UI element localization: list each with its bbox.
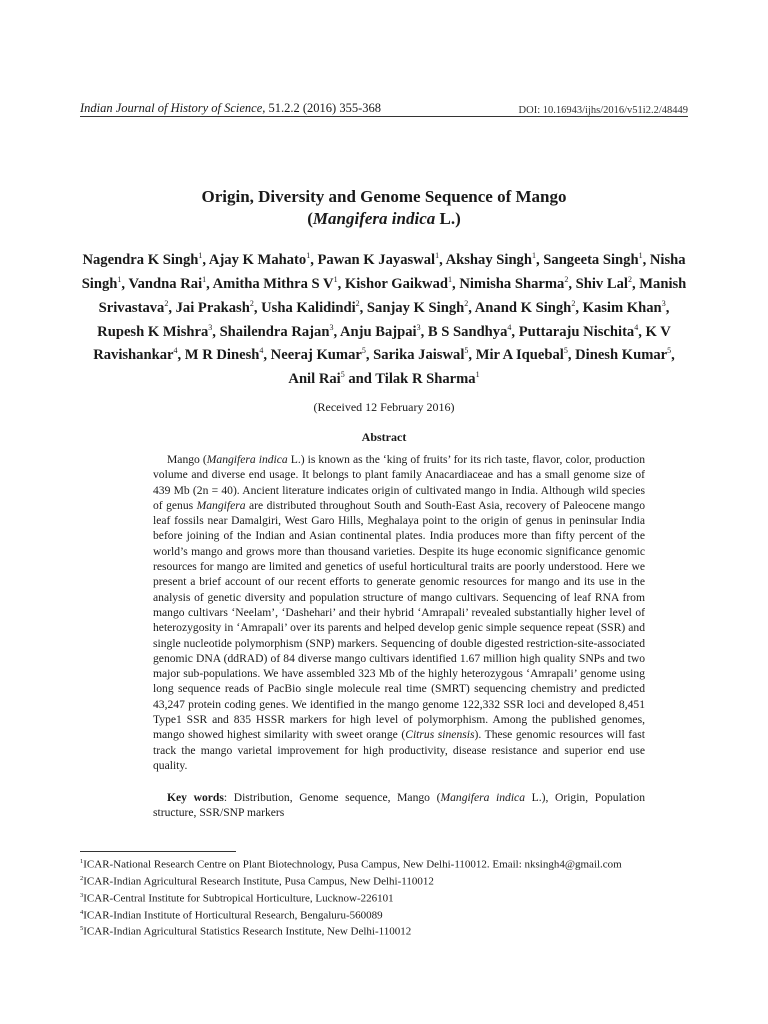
author-name: Vandna Rai [128, 275, 203, 292]
title-line-1: Origin, Diversity and Genome Sequence of Mango [201, 187, 567, 206]
author-name: Nagendra K Singh [82, 251, 199, 268]
affiliation-marker: 1 [448, 274, 453, 284]
keywords-label: Key words [167, 791, 224, 804]
footnote-text: ICAR-Central Institute for Subtropical Horticulture, Lucknow-226101 [83, 892, 394, 905]
species-name: Mangifera indica [312, 209, 436, 228]
author-name: Sangeeta Singh [543, 251, 639, 268]
author-name: Kasim Khan [582, 299, 662, 316]
volume-pages: 51.2.2 (2016) 355-368 [265, 101, 382, 115]
author-name: Jai Prakash [175, 299, 250, 316]
author-name: Manish Srivastava [98, 275, 687, 316]
author-name: Shiv Lal [575, 275, 628, 292]
footnote-divider [80, 851, 236, 852]
author-name: M R Dinesh [184, 347, 260, 364]
affiliation-marker: 2 [355, 298, 360, 308]
footnote-marker: 2 [80, 874, 84, 882]
author-name: Tilak R Sharma [375, 371, 476, 388]
footnote-item [80, 906, 708, 923]
author-name: Akshay Singh [445, 251, 532, 268]
author-list: Nagendra K Singh$^1$, Ajay K Mahato$^1$, Pawan K Jayaswal$^1$, Akshay Singh$^1$, Sangeeta Singh$^1$, Nisha Singh$^1$, Vandna Rai$^1$, Amitha Mithra S $V^1$, Kishor Gaikwad$^1$, Nimisha Sharma$^2$, Shiv Lal$^2$, Manish Srivastava$^2$, Jai Prakash$^2$, Usha Kalidindi$^2$, Sanjay K Singh$^2$, Anand K Singh$^2$, Kasim Khan$^3$, Rupesh K Mishra$^3$, Shailendra Rajan$^3$, Anju Bajpai$^3$, B S Sandhya$^4$, Puttaraju Nischita$^4$, K V Ravishankar$^4$, M R Dinesh$^4$, Neeraj Kumar$^5$, Sarika Jaiswal$^5$, Mir A Iquebal$^5$, Dinesh Kumar$^5$, Anil Rai$^5$ and Tilak R Sharma$^1$ [81, 251, 687, 388]
affiliation-marker: 1 [202, 274, 207, 284]
affiliation-marker: 3 [416, 322, 421, 332]
author-name: Pawan K Jayaswal [317, 251, 436, 268]
author-name: Rupesh K Mishra [97, 323, 209, 340]
footnote-item [80, 872, 708, 889]
affiliation-marker: 1 [475, 370, 480, 380]
author-name: Kishor Gaikwad [344, 275, 449, 292]
affiliation-marker: 5 [563, 346, 568, 356]
running-header [80, 94, 688, 117]
footnote-item [80, 889, 708, 906]
author-name: Usha Kalidindi [261, 299, 356, 316]
author-name: Neeraj Kumar [270, 347, 362, 364]
author-name: Puttaraju Nischita [518, 323, 635, 340]
affiliation-marker: 1 [306, 251, 311, 260]
abstract-heading: Abstract [361, 430, 407, 444]
footnote-item [80, 855, 708, 872]
affiliation-marker: 2 [564, 274, 569, 284]
affiliation-marker: 2 [249, 298, 254, 308]
affiliation-marker: 1 [333, 274, 338, 284]
author-name: Nimisha Sharma [459, 275, 565, 292]
affiliation-marker: 4 [634, 322, 639, 332]
journal-name: Indian Journal of History of Science, [80, 101, 266, 115]
author-name: Ajay K Mahato [208, 251, 307, 268]
affiliation-marker: 1 [531, 251, 536, 260]
author-name: Anil Rai [288, 371, 341, 388]
affiliation-marker: 3 [208, 322, 213, 332]
received-date: (Received 12 February 2016) [313, 400, 455, 414]
doi: DOI: 10.16943/ijhs/2016/v51i2.2/48449 [518, 105, 688, 116]
footnote-item [80, 922, 708, 939]
author-name: Shailendra Rajan [219, 323, 330, 340]
affiliation-marker: 4 [173, 346, 178, 356]
footnote-marker: 1 [80, 858, 84, 865]
footnote-text: ICAR-Indian Agricultural Statistics Research Institute, New Delhi-110012 [83, 926, 412, 939]
affiliation-marker: 3 [661, 298, 666, 308]
affiliation-marker: 4 [507, 322, 512, 332]
affiliation-marker: 5 [340, 370, 345, 380]
keywords: Key words: Distribution, Genome sequence, Mango (Mangifera indica L.), Origin, Population structure, SSR/SNP markers [153, 791, 645, 820]
author-name: K V Ravishankar [93, 323, 671, 364]
footnote-text: ICAR-Indian Institute of Horticultural Research, Bengaluru-560089 [83, 909, 383, 922]
author-name: Anju Bajpai [339, 323, 417, 340]
affiliation-marker: 1 [638, 251, 643, 260]
abstract-text: Mango (Mangifera indica L.) is known as the ‘king of fruits’ for its rich taste, flavor, color, production volume and diverse end usage. It belongs to plant family Anacardiaceae and has a small genome size of 439 Mb (2n = 40). Ancient literature indicates origin of cultivated mango in India. Although wild species of genus Mangifera are distributed throughout South and South-East Asia, recovery of Paleocene mango leaf fossils near Damalgiri, West Garo Hills, Meghalaya point to the origin of genus in peninsular India before joining of the Indian and Asian continental plates. India produces more than fifty percent of the world’s mango and grows more than thousand varieties. Despite its huge economic significance genomic resources for mango are limited and genetics of useful horticultural traits are poorly understood. Here we present a brief account of our recent efforts to generate genomic resources for mango and its use in the analysis of genetic diversity and population structure of mango cultivars. Sequencing of leaf RNA from mango cultivars ‘Neelam’, ‘Dashehari’ and their hybrid ‘Amrapali’ revealed substantially higher level of heterozygosity in ‘Amrapali’ over its parents and helped develop genic simple sequence repeat (SSR) and single nucleotide polymorphism (SNP) markers. Sequencing of double digested restriction-site-associated genomic DNA (ddRAD) of 84 diverse mango cultivars identified 1.67 million high quality SNPs and two major sub-populations. We have assembled 323 Mb of the highly heterozygous ‘Amrapali’ genome using long sequence reads of PacBio single molecule real time (SMRT) sequencing chemistry and predicted 43,247 protein coding genes. We identified in the mango genome 122,332 SSR loci and developed 8,451 Type1 SSR and 835 HSSR markers for high level of polymorphism. Among the published genomes, mango showed highest similarity with sweet orange (Citrus sinensis). These genomic resources will fast track the mango varietal improvement for high productivity, disease resistance and superior end use quality. [153, 453, 646, 772]
affiliation-marker: 2 [571, 298, 576, 308]
author-name: Sarika Jaiswal [373, 347, 465, 364]
journal-citation [80, 101, 381, 116]
footnote-text: ICAR-Indian Agricultural Research Institute, Pusa Campus, New Delhi-110012 [83, 875, 434, 888]
author-name: Dinesh Kumar [575, 347, 668, 364]
affiliation-footnotes [80, 855, 708, 939]
affiliation-marker: 2 [164, 298, 169, 308]
affiliation-marker: 3 [329, 322, 334, 332]
affiliation-marker: 2 [464, 298, 469, 308]
affiliation-marker: 1 [117, 274, 122, 284]
affiliation-marker: 4 [259, 346, 264, 356]
footnote-marker: 4 [80, 908, 84, 916]
author-name: Amitha Mithra S V [212, 275, 334, 292]
paper-title [80, 186, 688, 230]
footnote-text: ICAR-National Research Centre on Plant Biotechnology, Pusa Campus, New Delhi-110012. Email: nksingh4@gmail.com [83, 858, 622, 871]
author-name: B S Sandhya [427, 323, 508, 340]
footnote-marker: 5 [80, 925, 84, 933]
author-name: Sanjay K Singh [366, 299, 465, 316]
title-line-2: (Mangifera indica L.) [307, 209, 461, 228]
author-name: Mir A Iquebal [475, 347, 564, 364]
affiliation-marker: 2 [627, 274, 632, 284]
affiliation-marker: 1 [198, 251, 203, 260]
affiliation-marker: 5 [667, 346, 672, 356]
author-name: Nisha Singh [81, 251, 686, 292]
footnote-marker: 3 [80, 891, 84, 899]
author-name: Anand K Singh [474, 299, 572, 316]
affiliation-marker: 1 [435, 251, 440, 260]
affiliation-marker: 5 [464, 346, 469, 356]
affiliation-marker: 5 [361, 346, 366, 356]
